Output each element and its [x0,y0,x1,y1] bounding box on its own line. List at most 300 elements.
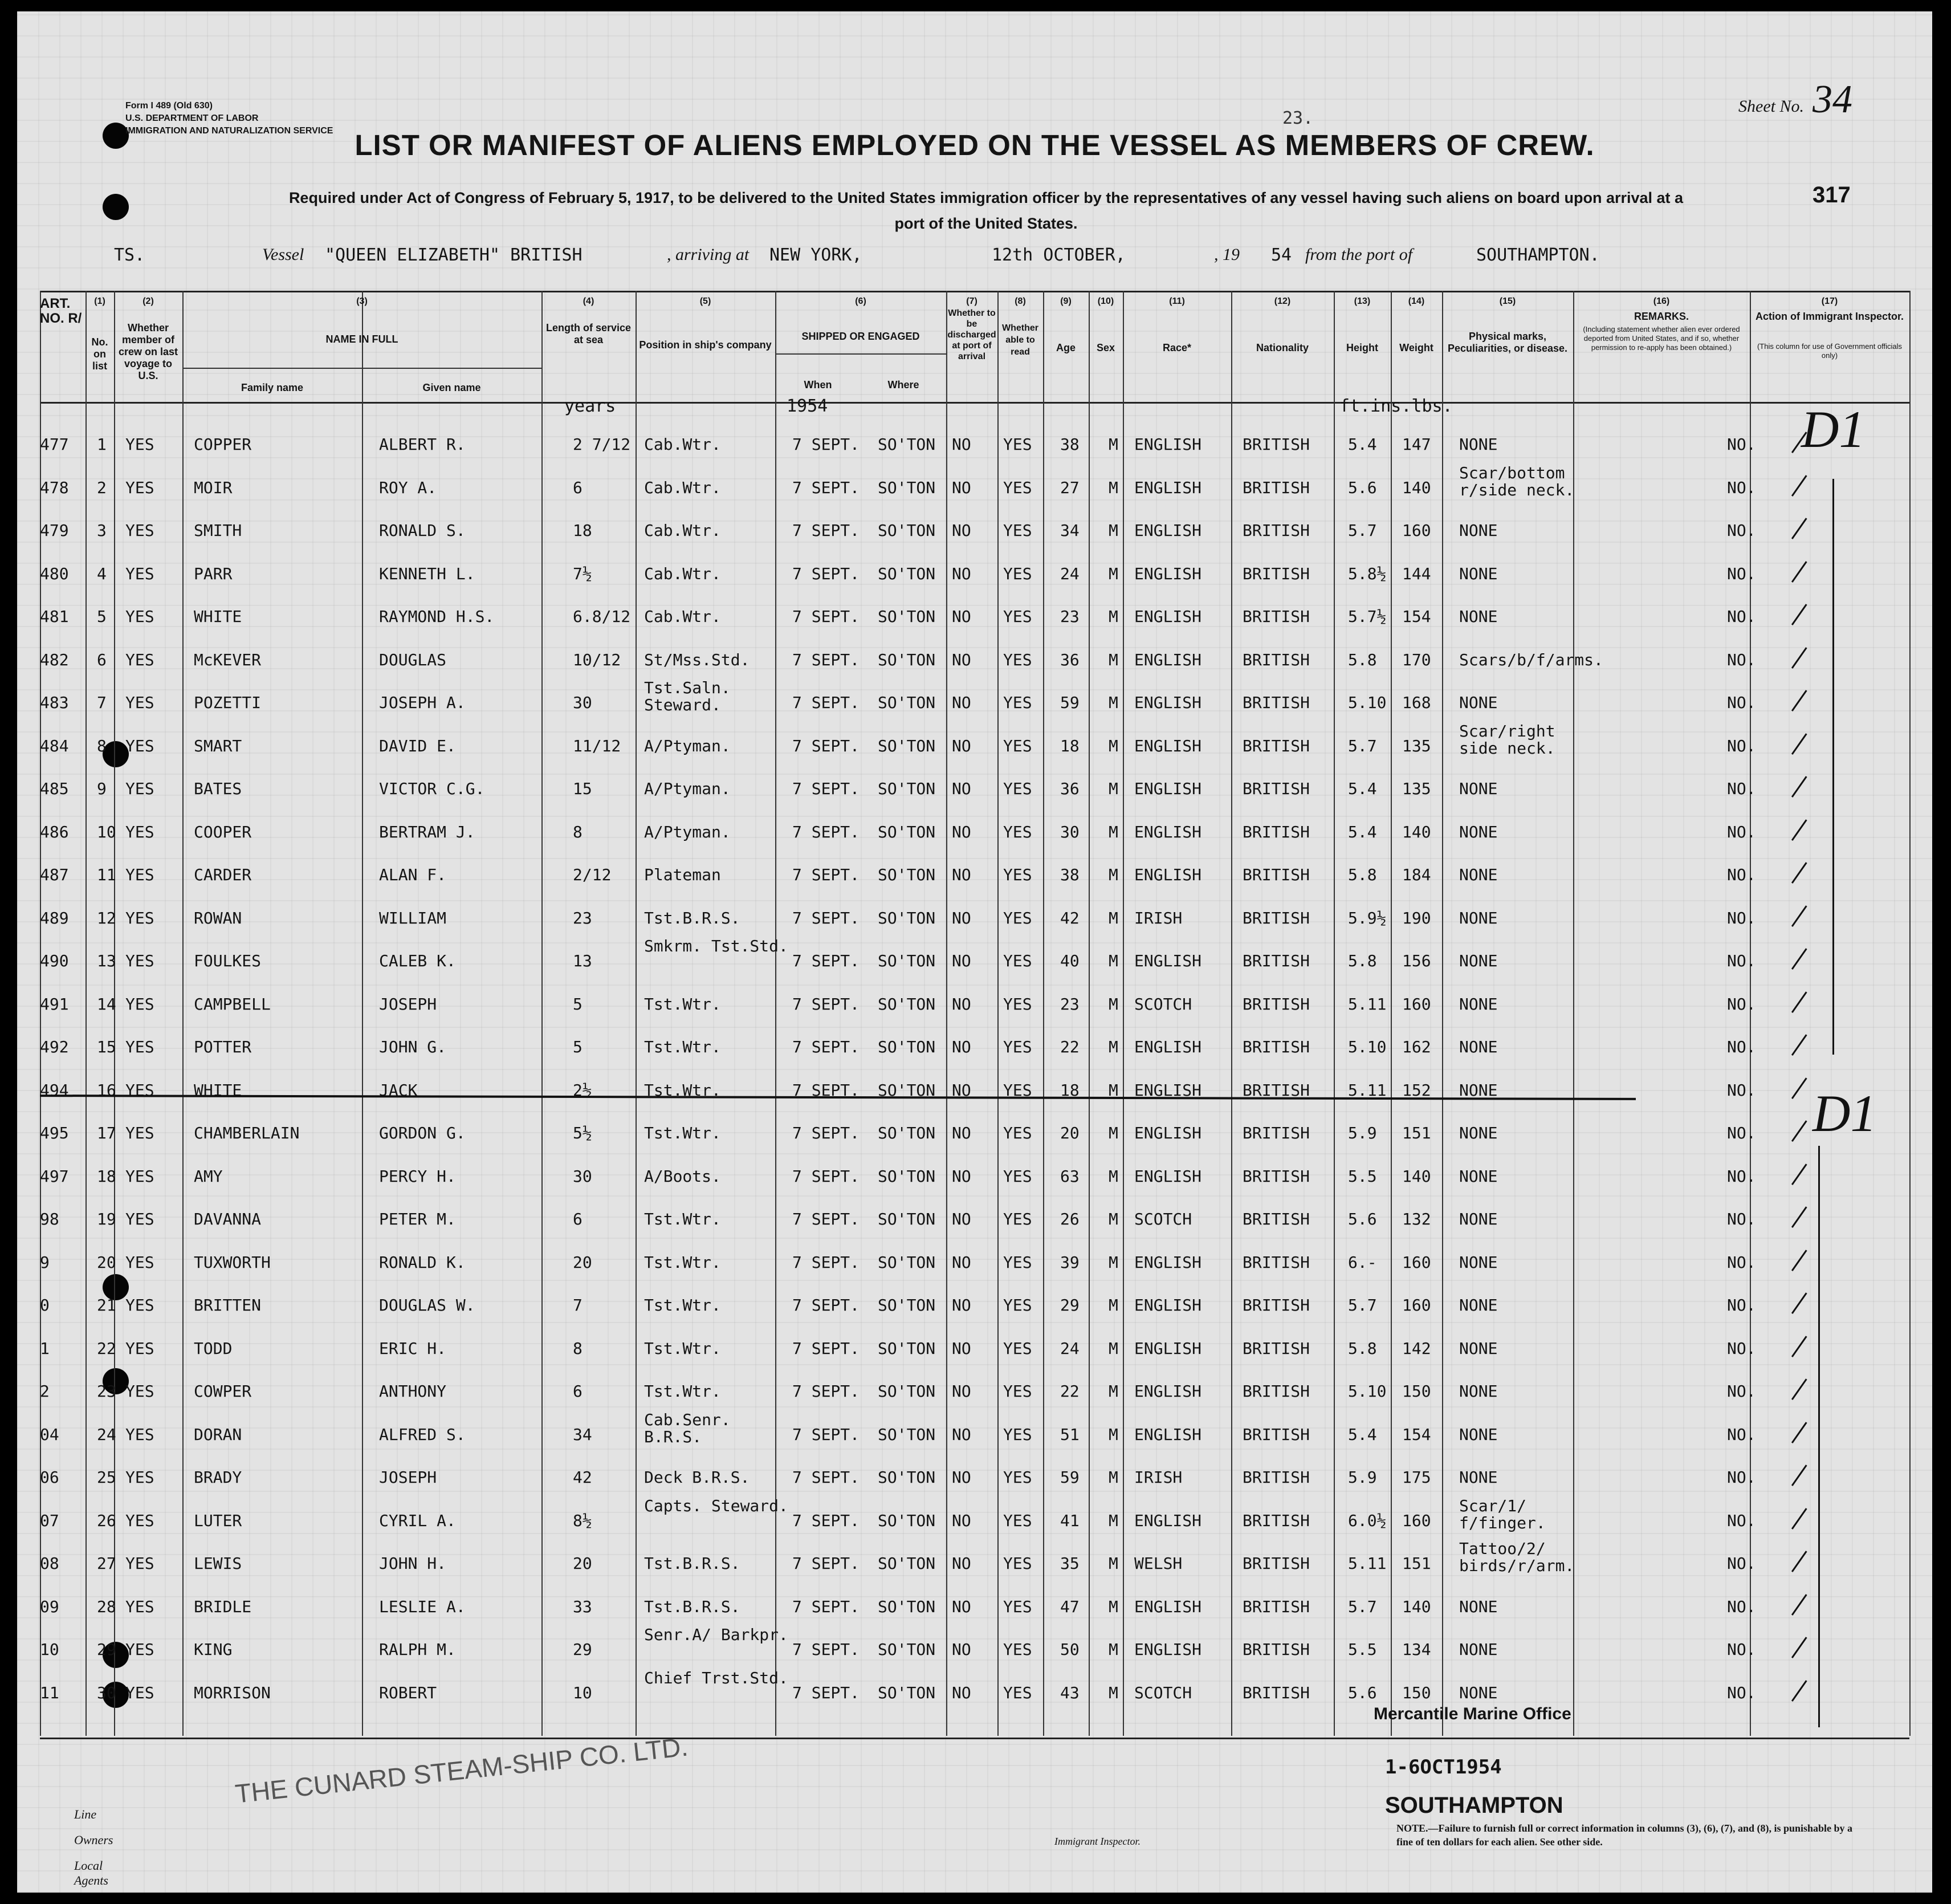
row-member: YES [125,1080,154,1100]
row-given-name: ERIC H. [379,1339,447,1358]
check-mark [1791,948,1809,970]
check-mark [1791,1250,1809,1272]
row-position: Tst.Saln. Steward. [644,678,731,714]
col-length-of-service: Length of service at sea [545,322,632,345]
row-art-number: 09 [40,1597,59,1616]
row-service-length: 6 [573,1382,583,1401]
row-shipped-where: SO'TON [878,435,936,454]
row-list-number: 1 [97,435,107,454]
row-discharged: NO [952,1683,971,1702]
row-weight: 152 [1402,1080,1431,1100]
row-able-to-read: YES [1003,1339,1032,1358]
row-family-name: COOPER [194,822,252,841]
row-physical-marks: NONE [1459,908,1498,927]
row-member: YES [125,1210,154,1228]
row-height: 5.8 [1348,1339,1377,1358]
row-sex: M [1109,822,1118,841]
row-service-length: 11/12 [573,736,621,755]
row-nationality: BRITISH [1243,693,1310,712]
row-discharged: NO [952,607,971,626]
row-nationality: BRITISH [1243,607,1310,626]
row-list-number: 4 [97,564,107,583]
row-nationality: BRITISH [1243,521,1310,540]
row-height: 5.11 [1348,1080,1387,1100]
row-able-to-read: YES [1003,650,1032,669]
row-family-name: COPPER [194,435,252,454]
row-nationality: BRITISH [1243,779,1310,798]
row-shipped-when: 7 SEPT. [792,1296,860,1315]
row-given-name: JOSEPH [379,994,437,1014]
row-physical-marks: NONE [1459,1252,1498,1272]
table-row [40,1625,1909,1678]
row-race: ENGLISH [1134,1425,1202,1444]
row-nationality: BRITISH [1243,650,1310,669]
row-shipped-where: SO'TON [878,1166,936,1186]
row-age: 36 [1060,650,1080,669]
row-sex: M [1109,607,1118,626]
row-shipped-when: 7 SEPT. [792,1597,860,1616]
row-remarks: NO. [1727,1554,1756,1573]
col-position: Position in ship's company [639,339,772,351]
col-age: Age [1056,342,1076,353]
row-family-name: AMY [194,1166,223,1186]
row-list-number: 12 [97,908,116,927]
row-height: 5.5 [1348,1166,1377,1186]
row-service-length: 6 [573,478,583,497]
row-height: 5.8½ [1348,564,1387,583]
row-member: YES [125,994,154,1014]
row-race: ENGLISH [1134,1382,1202,1401]
row-physical-marks: Scar/1/ f/finger. [1459,1496,1546,1532]
row-nationality: BRITISH [1243,1382,1310,1401]
row-sex: M [1109,478,1118,497]
row-given-name: ROY A. [379,478,437,497]
row-discharged: NO [952,1080,971,1100]
check-mark [1791,561,1809,583]
row-able-to-read: YES [1003,1166,1032,1186]
row-list-number: 21 [97,1296,116,1315]
row-shipped-where: SO'TON [878,521,936,540]
row-shipped-when: 7 SEPT. [792,564,860,583]
row-able-to-read: YES [1003,779,1032,798]
row-position: Tst.Wtr. [644,1124,721,1142]
row-age: 50 [1060,1640,1080,1659]
row-given-name: KENNETH L. [379,564,475,583]
row-position: Smkrm. Tst.Std. [644,937,788,955]
row-height: 5.9 [1348,1468,1377,1487]
row-service-length: 5 [573,994,583,1014]
check-mark [1791,1077,1809,1100]
company-stamp: THE CUNARD STEAM-SHIP CO. LTD. [234,1731,690,1809]
row-discharged: NO [952,478,971,497]
row-age: 42 [1060,908,1080,927]
row-nationality: BRITISH [1243,1296,1310,1315]
row-art-number: 494 [40,1080,69,1100]
table-row [40,1463,1909,1506]
row-member: YES [125,1166,154,1186]
row-discharged: NO [952,1252,971,1272]
row-art-number: 497 [40,1166,69,1186]
row-shipped-where: SO'TON [878,1210,936,1228]
row-list-number: 17 [97,1124,116,1142]
row-able-to-read: YES [1003,994,1032,1014]
row-service-length: 8½ [573,1511,592,1530]
page-title: LIST OR MANIFEST OF ALIENS EMPLOYED ON THE VESSEL AS MEMBERS OF CREW. [355,129,1595,161]
row-family-name: BRITTEN [194,1296,262,1315]
row-list-number: 16 [97,1080,116,1100]
row-list-number: 11 [97,865,116,884]
row-height: 5.10 [1348,1038,1387,1056]
row-nationality: BRITISH [1243,1683,1310,1702]
row-sex: M [1109,1166,1118,1186]
row-service-length: 8 [573,822,583,841]
row-position: Deck B.R.S. [644,1468,750,1487]
row-height: 5.11 [1348,994,1387,1014]
col-remarks: REMARKS. [1634,311,1689,322]
row-position: Tst.Wtr. [644,1080,721,1100]
row-discharged: NO [952,951,971,970]
row-member: YES [125,1640,154,1659]
row-shipped-when: 7 SEPT. [792,908,860,927]
unit-height-weight: ft.ins.lbs. [1339,396,1453,416]
check-mark [1791,1120,1809,1142]
row-family-name: BATES [194,779,242,798]
row-service-length: 10 [573,1683,592,1702]
row-art-number: 484 [40,736,69,755]
col-shipped-engaged: SHIPPED OR ENGAGED [801,331,920,342]
row-nationality: BRITISH [1243,1080,1310,1100]
row-family-name: WHITE [194,1080,242,1100]
col-when: When [804,379,832,390]
row-shipped-when: 7 SEPT. [792,1166,860,1186]
table-row [40,1291,1909,1333]
row-race: ENGLISH [1134,1339,1202,1358]
row-race: ENGLISH [1134,435,1202,454]
row-weight: 135 [1402,736,1431,755]
row-physical-marks: NONE [1459,1382,1498,1401]
row-shipped-when: 7 SEPT. [792,1640,860,1659]
row-race: ENGLISH [1134,951,1202,970]
row-shipped-when: 7 SEPT. [792,1554,860,1573]
punch-hole [103,194,129,220]
row-family-name: TUXWORTH [194,1252,271,1272]
row-physical-marks: NONE [1459,1468,1498,1487]
row-discharged: NO [952,1210,971,1228]
row-art-number: 483 [40,693,69,712]
row-shipped-when: 7 SEPT. [792,1252,860,1272]
row-age: 24 [1060,1339,1080,1358]
row-sex: M [1109,1425,1118,1444]
row-remarks: NO. [1727,994,1756,1014]
row-race: IRISH [1134,1468,1183,1487]
row-art-number: 08 [40,1554,59,1573]
row-physical-marks: NONE [1459,1210,1498,1228]
row-physical-marks: NONE [1459,994,1498,1014]
row-discharged: NO [952,521,971,540]
row-list-number: 23 [97,1382,116,1401]
row-given-name: PERCY H. [379,1166,456,1186]
row-shipped-when: 7 SEPT. [792,521,860,540]
row-list-number: 6 [97,650,107,669]
row-member: YES [125,693,154,712]
row-able-to-read: YES [1003,1468,1032,1487]
footer-note: NOTE.—Failure to furnish full or correct information in columns (3), (6), (7), and (8), is punishable by a fine of ten dollars for each alien. See other side. [1396,1822,1853,1848]
row-shipped-when: 7 SEPT. [792,822,860,841]
row-shipped-where: SO'TON [878,1597,936,1616]
row-remarks: NO. [1727,1166,1756,1186]
row-shipped-where: SO'TON [878,1554,936,1573]
row-able-to-read: YES [1003,1511,1032,1530]
row-list-number: 14 [97,994,116,1014]
row-age: 23 [1060,994,1080,1014]
table-row [40,1539,1909,1592]
row-weight: 142 [1402,1339,1431,1358]
row-nationality: BRITISH [1243,908,1310,927]
row-remarks: NO. [1727,736,1756,755]
row-discharged: NO [952,1511,971,1530]
row-member: YES [125,435,154,454]
row-shipped-where: SO'TON [878,1382,936,1401]
table-row [40,1162,1909,1205]
table-row [40,904,1909,946]
row-family-name: SMART [194,736,242,755]
col-able-to-read: Whether able to read [1002,323,1038,357]
departure-port: SOUTHAMPTON. [1476,245,1600,265]
row-age: 26 [1060,1210,1080,1228]
row-given-name: RONALD K. [379,1252,466,1272]
row-race: ENGLISH [1134,1597,1202,1616]
sheet-number: 34 [1812,78,1852,121]
row-age: 18 [1060,1080,1080,1100]
row-member: YES [125,1339,154,1358]
row-weight: 160 [1402,994,1431,1014]
row-given-name: ALBERT R. [379,435,466,454]
row-race: SCOTCH [1134,1683,1192,1702]
row-service-length: 8 [573,1339,583,1358]
row-list-number: 5 [97,607,107,626]
row-list-number: 26 [97,1511,116,1530]
row-service-length: 2½ [573,1080,592,1100]
row-art-number: 478 [40,478,69,497]
row-nationality: BRITISH [1243,822,1310,841]
row-family-name: DAVANNA [194,1210,262,1228]
row-position: Cab.Senr. B.R.S. [644,1410,731,1446]
row-position: Tst.Wtr. [644,1382,721,1401]
row-sex: M [1109,1511,1118,1530]
row-service-length: 15 [573,779,592,798]
row-able-to-read: YES [1003,1252,1032,1272]
col-no-on-list: No. on list [91,336,108,372]
row-position: Capts. Steward. [644,1496,788,1515]
row-art-number: 490 [40,951,69,970]
row-family-name: CHAMBERLAIN [194,1124,300,1142]
immigrant-inspector-label: Immigrant Inspector. [1054,1836,1141,1847]
row-weight: 170 [1402,650,1431,669]
row-art-number: 495 [40,1124,69,1142]
col-remarks-note: (Including statement whether alien ever ordered deported from United States, and if so, whether permission to re-apply has been obtained.) [1583,325,1740,352]
row-nationality: BRITISH [1243,1038,1310,1056]
check-mark [1791,1378,1809,1401]
row-position: Tst.B.R.S. [644,908,740,927]
row-remarks: NO. [1727,478,1756,497]
row-sex: M [1109,908,1118,927]
row-member: YES [125,1038,154,1056]
row-able-to-read: YES [1003,435,1032,454]
mercantile-marine-stamp: Mercantile Marine Office [1374,1704,1571,1723]
header-divider [40,402,1909,404]
row-shipped-when: 7 SEPT. [792,693,860,712]
row-shipped-where: SO'TON [878,865,936,884]
row-shipped-where: SO'TON [878,1252,936,1272]
row-given-name: ALFRED S. [379,1425,466,1444]
row-age: 59 [1060,693,1080,712]
row-art-number: 479 [40,521,69,540]
row-list-number: 3 [97,521,107,540]
vessel-label: Vessel [262,245,304,264]
row-position: Cab.Wtr. [644,521,721,540]
col-where: Where [887,379,919,390]
row-age: 40 [1060,951,1080,970]
row-given-name: DOUGLAS [379,650,447,669]
handwritten-d1: D1 [1812,1084,1877,1142]
row-family-name: PARR [194,564,233,583]
arriving-label: , arriving at [667,245,750,264]
row-weight: 134 [1402,1640,1431,1659]
row-weight: 151 [1402,1554,1431,1573]
col-sex: Sex [1096,342,1115,353]
row-given-name: PETER M. [379,1210,456,1228]
row-nationality: BRITISH [1243,1425,1310,1444]
row-height: 5.5 [1348,1640,1377,1659]
row-able-to-read: YES [1003,736,1032,755]
row-list-number: 7 [97,693,107,712]
row-weight: 160 [1402,1511,1431,1530]
row-race: ENGLISH [1134,478,1202,497]
row-sex: M [1109,1038,1118,1056]
row-art-number: 487 [40,865,69,884]
row-age: 59 [1060,1468,1080,1487]
check-mark [1791,991,1809,1014]
row-race: ENGLISH [1134,779,1202,798]
row-race: ENGLISH [1134,822,1202,841]
row-race: ENGLISH [1134,1080,1202,1100]
row-list-number: 25 [97,1468,116,1487]
row-family-name: CARDER [194,865,252,884]
col-discharged: Whether to be discharged at port of arrival [947,308,996,361]
row-shipped-where: SO'TON [878,1640,936,1659]
row-given-name: JOHN H. [379,1554,447,1573]
row-shipped-where: SO'TON [878,908,936,927]
row-shipped-where: SO'TON [878,736,936,755]
row-member: YES [125,951,154,970]
row-remarks: NO. [1727,1252,1756,1272]
row-nationality: BRITISH [1243,1339,1310,1358]
row-sex: M [1109,951,1118,970]
row-age: 43 [1060,1683,1080,1702]
check-mark [1791,647,1809,669]
col-art-no: ART. NO. R/ [40,296,82,326]
row-shipped-where: SO'TON [878,1038,936,1056]
row-sex: M [1109,435,1118,454]
row-height: 5.6 [1348,1683,1377,1702]
row-list-number: 18 [97,1166,116,1186]
row-art-number: 1 [40,1339,50,1358]
table-row [40,1205,1909,1247]
row-race: WELSH [1134,1554,1183,1573]
row-able-to-read: YES [1003,1597,1032,1616]
row-height: 5.6 [1348,1210,1377,1228]
row-physical-marks: Scar/right side neck. [1459,721,1555,758]
table-row [40,990,1909,1032]
row-given-name: RAYMOND H.S. [379,607,495,626]
row-race: ENGLISH [1134,1296,1202,1315]
row-nationality: BRITISH [1243,1511,1310,1530]
row-service-length: 5½ [573,1124,592,1142]
row-art-number: 04 [40,1425,59,1444]
row-position: A/Boots. [644,1166,721,1186]
row-shipped-when: 7 SEPT. [792,478,860,497]
row-given-name: DOUGLAS W. [379,1296,475,1315]
row-able-to-read: YES [1003,564,1032,583]
row-shipped-where: SO'TON [878,1425,936,1444]
row-weight: 168 [1402,693,1431,712]
row-able-to-read: YES [1003,1425,1032,1444]
row-weight: 144 [1402,564,1431,583]
check-mark [1791,819,1809,841]
row-weight: 156 [1402,951,1431,970]
row-discharged: NO [952,736,971,755]
bracket-line [1818,1146,1820,1727]
row-race: SCOTCH [1134,1210,1192,1228]
row-list-number: 28 [97,1597,116,1616]
row-weight: 150 [1402,1382,1431,1401]
row-height: 5.9½ [1348,908,1387,927]
row-able-to-read: YES [1003,1554,1032,1573]
row-position: Cab.Wtr. [644,478,721,497]
row-discharged: NO [952,1339,971,1358]
row-sex: M [1109,650,1118,669]
check-mark [1791,776,1809,798]
row-family-name: COWPER [194,1382,252,1401]
row-sex: M [1109,779,1118,798]
row-member: YES [125,1425,154,1444]
row-shipped-when: 7 SEPT. [792,1425,860,1444]
table-row [40,1119,1909,1161]
row-given-name: BERTRAM J. [379,822,475,841]
row-shipped-where: SO'TON [878,478,936,497]
row-member: YES [125,1124,154,1142]
row-able-to-read: YES [1003,1640,1032,1659]
row-height: 5.8 [1348,951,1377,970]
row-physical-marks: NONE [1459,865,1498,884]
row-discharged: NO [952,1382,971,1401]
row-able-to-read: YES [1003,1382,1032,1401]
row-weight: 140 [1402,1166,1431,1186]
row-given-name: WILLIAM [379,908,447,927]
from-port-label: from the port of [1305,245,1413,264]
row-physical-marks: NONE [1459,607,1498,626]
row-nationality: BRITISH [1243,1252,1310,1272]
row-family-name: TODD [194,1339,233,1358]
manifest-sheet: Form I 489 (Old 630) U.S. DEPARTMENT OF LABOR IMMIGRATION AND NATURALIZATION SERVICE 23. Sheet No. 34 LIST OR MANIFEST OF ALIENS EMPLOYED ON THE VESSEL AS MEMBERS OF CREW. Required under Act of Congress of February 5, 1917, to be delivered to the United States immigration officer by the representatives of any vessel having such aliens on board upon arrival at a port of the United States. 317 TS. Vessel "QUEEN ELIZABETH" BRITISH , arriving at NEW YORK, 12th OCTOBER, , 19 54 from the port of SOUTHAMPTON. ART. NO. R/ (1) No. on list (2) Whether member of crew on last voyage to U.S. (3) NAME IN FULL Family name Given name (4) Length of service at sea (5) Position in ship's company (6) SHIPPED OR ENGAGED When Where (7) Whether to be discharged at port of arrival (8) Whether able to read (9) Age (10) Sex (11) Race* (12) Nationality (13) Height (14) Weight (15) Physical marks, Peculiarities, or disease. (16) REMARKS. (Including statement whether alien ever ordered deported from United States, and if so, whether permission to re-apply has been obtained.) (17) Action of Immigrant Inspector. (This column for use of Government officials only) years 1954 ft.ins.lbs. 477 1 YES COPPER ALBERT R. 2 7/12 Cab.Wtr. 7 SEPT. SO'TON NO YES 38 M ENGLISH BRITISH 5.4 147 NONE NO. 478 2 YES MOIR ROY A. 6 Cab.Wtr. 7 SEPT. SO'TON NO YES 27 M ENGLISH BRITISH 5.6 140 Scar/bottom r/side neck. NO. 479 3 YES SMITH RONALD S. 18 Cab.Wtr. 7 SEPT. SO'TON NO YES 34 M ENGLISH BRITISH 5.7 160 NONE NO. 480 4 YES PARR KENNETH L. 7½ Cab.Wtr. 7 SEPT. SO'TON NO YES 24 M ENGLISH BRITISH 5.8½ 144 NONE NO. 481 5 YES WHITE RAYMOND H.S. 6.8/12 Cab.Wtr. 7 SEPT. SO'TON NO YES 23 M ENGLISH BRITISH 5.7½ 154 NONE NO. 482 6 YES McKEVER DOUGLAS 10/12 St/Mss.Std. 7 SEPT. SO'TON NO YES 36 M ENGLISH BRITISH 5.8 170 Scars/b/f/arms. NO. 483 7 YES POZETTI JOSEPH A. 30 Tst.Saln. Steward. 7 SEPT. SO'TON NO YES 59 M ENGLISH BRITISH 5.10 168 NONE NO. 484 8 YES SMART DAVID E. 11/12 A/Ptyman. 7 SEPT. SO'TON NO YES 18 M ENGLISH BRITISH 5.7 135 Scar/right side neck. NO. 485 9 YES BATES VICTOR C.G. 15 A/Ptyman. 7 SEPT. SO'TON NO YES 36 M ENGLISH BRITISH 5.4 135 NONE NO. 486 10 YES COOPER BERTRAM J. 8 A/Ptyman. 7 SEPT. SO'TON NO YES 30 M ENGLISH BRITISH 5.4 140 NONE NO. 487 11 YES CARDER ALAN F. 2/12 Plateman 7 SEPT. SO'TON NO YES 38 M ENGLISH BRITISH 5.8 184 NONE NO. 489 12 YES ROWAN WILLIAM 23 Tst.B.R.S. 7 SEPT. SO'TON NO YES 42 M IRISH BRITISH 5.9½ 190 NONE NO. 490 13 YES FOULKES CALEB K. 13 Smkrm. Tst.Std. 7 SEPT. SO'TON NO YES 40 M ENGLISH BRITISH 5.8 156 NONE NO. 491 14 YES CAMPBELL JOSEPH 5 Tst.Wtr. 7 SEPT. SO'TON NO YES 23 M SCOTCH BRITISH 5.11 160 NONE NO. 492 15 YES POTTER JOHN G. 5 Tst.Wtr. 7 SEPT. SO'TON NO YES 22 M ENGLISH BRITISH 5.10 162 NONE NO. 494 16 YES WHITE JACK 2½ Tst.Wtr. 7 SEPT. SO'TON NO YES 18 M ENGLISH BRITISH 5.11 152 NONE NO. 495 17 YES CHAMBERLAIN GORDON G. 5½ Tst.Wtr. 7 SEPT. SO'TON NO YES 20 M ENGLISH BRITISH 5.9 151 NONE NO. 497 18 YES AMY PERCY H. 30 A/Boots. 7 SEPT. SO'TON NO YES 63 M ENGLISH BRITISH 5.5 140 NONE NO. 98 19 YES DAVANNA PETER M. 6 Tst.Wtr. 7 SEPT. SO'TON NO YES 26 M SCOTCH BRITISH 5.6 132 NONE NO. 9 20 YES TUXWORTH RONALD K. 20 Tst.Wtr. 7 SEPT. SO'TON NO YES 39 M ENGLISH BRITISH 6.- 160 NONE NO. 0 21 YES BRITTEN DOUGLAS W. 7 Tst.Wtr. 7 SEPT. SO'TON NO YES 29 M ENGLISH BRITISH 5.7 160 NONE NO. 1 22 YES TODD ERIC H. 8 Tst.Wtr. 7 SEPT. SO'TON NO YES 24 M ENGLISH BRITISH 5.8 142 NONE NO. 2 23 YES COWPER ANTHONY 6 Tst.Wtr. 7 SEPT. SO'TON NO YES 22 M ENGLISH BRITISH 5.10 150 NONE NO. 04 24 YES DORAN ALFRED S. 34 Cab.Senr. B.R.S. 7 SEPT. SO'TON NO YES 51 M ENGLISH BRITISH 5.4 154 NONE NO. 06 25 YES BRADY JOSEPH 42 Deck B.R.S. 7 SEPT. SO'TON NO YES 59 M IRISH BRITISH 5.9 175 NONE NO. 07 26 YES LUTER CYRIL A. 8½ Capts. Steward. 7 SEPT. SO'TON NO YES 41 M ENGLISH BRITISH 6.0½ 160 Scar/1/ f/finger. NO. 08 27 YES LEWIS JOHN H. 20 Tst.B.R.S. 7 SEPT. SO'TON NO YES 35 M WELSH BRITISH 5.11 151 Tattoo/2/ birds/r/arm. NO. 09 28 YES BRIDLE LESLIE A. 33 Tst.B.R.S. 7 SEPT. SO'TON NO YES 47 M ENGLISH BRITISH 5.7 140 NONE NO. 10 29 YES KING RALPH M. 29 Senr.A/ Barkpr. 7 SEPT. SO'TON NO YES 50 M ENGLISH BRITISH 5.5 134 NONE NO. 11 30 YES MORRISON ROBERT 10 Chief Trst.Std. 7 SEPT. SO'TON NO YES 43 M SCOTCH BRITISH 5.6 150 NONE NO. D1 D1 Line Owners Local Agents THE CUNARD STEAM-SHIP CO. LTD. Immigrant Inspector. Mercantile Marine Office 1-6OCT1954 SOUTHAMPTON NOTE.—Failure to furnish full or correct information in columns (3), (6), (7), and (8), is punishable by a fine of ten dollars for each alien. See other side. [17,11,1932,1893]
row-position: Tst.Wtr. [644,1210,721,1228]
row-given-name: JOSEPH A. [379,693,466,712]
row-position: Tst.Wtr. [644,1038,721,1056]
row-physical-marks: NONE [1459,435,1498,454]
row-sex: M [1109,1296,1118,1315]
check-mark [1791,518,1809,540]
arrival-port: NEW YORK, [769,245,862,265]
